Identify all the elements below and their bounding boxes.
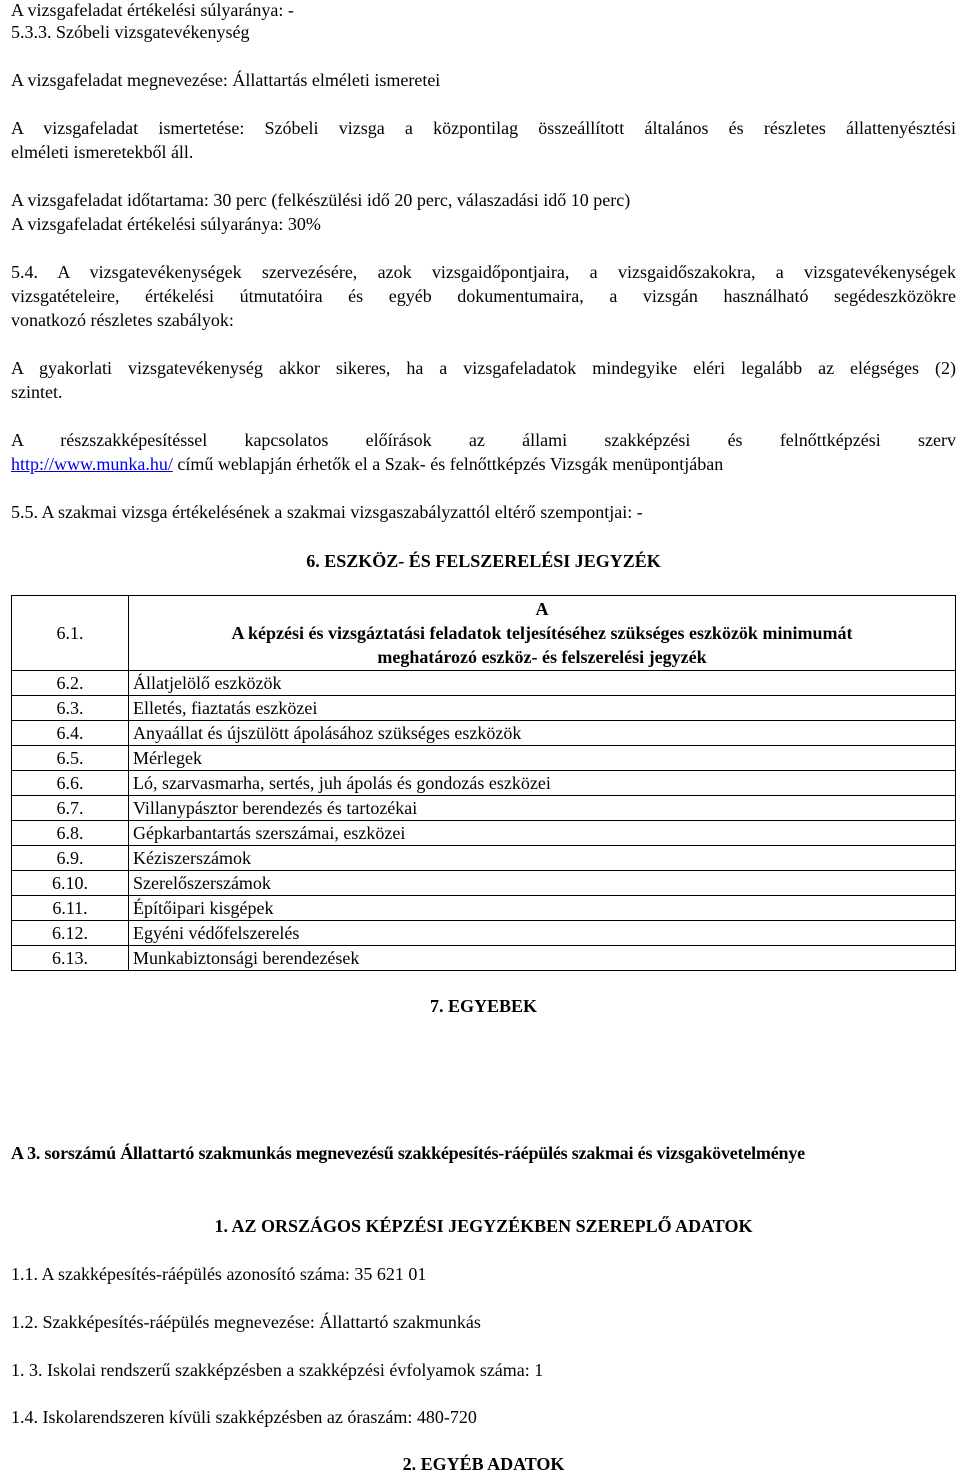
table-cell-number: 6.12. [12, 921, 129, 946]
header-title-line-1: A képzési és vizsgáztatási feladatok teljesítéséhez szükséges eszközök minimumát [231, 623, 853, 643]
table-cell-number: 6.9. [12, 846, 129, 871]
table-cell-number: 6.11. [12, 896, 129, 921]
section-heading-5-3-3: 5.3.3. Szóbeli vizsgatevékenység [11, 22, 250, 42]
table-cell-number: 6.10. [12, 871, 129, 896]
table-row [12, 871, 956, 896]
table-cell-text: Villanypásztor berendezés és tartozékai [129, 796, 956, 821]
text-line: A vizsgafeladat megnevezése: Állattartás elméleti ismeretei [11, 70, 441, 90]
table-row [12, 746, 956, 771]
table-cell-number: 6.8. [12, 821, 129, 846]
table-row [12, 921, 956, 946]
link-trailing-text: című weblapján érhetők el a Szak- és felnőttképzés Vizsgák menüpontjában [172, 454, 724, 474]
table-cell-number: 6.1. [12, 596, 129, 671]
text-line: A vizsgafeladat időtartama: 30 perc (felkészülési idő 20 perc, válaszadási idő 10 perc) [11, 190, 631, 210]
table-cell-number: 6.2. [12, 671, 129, 696]
table-row [12, 946, 956, 971]
column-letter: A [535, 599, 549, 619]
table-cell-text: Állatjelölő eszközök [129, 671, 956, 696]
text-line: vizsgatételeire, értékelési útmutatóira és egyéb dokumentumaira, a vizsgán használható segédeszközökre [11, 286, 956, 306]
table-cell-text: Anyaállat és újszülött ápolásához szükséges eszközök [129, 721, 956, 746]
table-row [12, 846, 956, 871]
text-line: vonatkozó részletes szabályok: [11, 310, 234, 330]
text-line: A gyakorlati vizsgatevékenység akkor sikeres, ha a vizsgafeladatok mindegyike eléri legalább az elégséges (2) [11, 358, 956, 378]
table-row [12, 671, 956, 696]
section-heading-7: 7. EGYEBEK [429, 996, 538, 1016]
table-cell-number: 6.13. [12, 946, 129, 971]
table-row [12, 771, 956, 796]
text-line: 5.4. A vizsgatevékenységek szervezésére, azok vizsgaidőpontjaira, a vizsgaidőszakokra, a vizsgatevékenységek [11, 262, 956, 282]
text-line: 5.5. A szakmai vizsga értékelésének a szakmai vizsgaszabályzattól eltérő szempontjai: - [11, 502, 643, 522]
text-line: 1. 3. Iskolai rendszerű szakképzésben a szakképzési évfolyamok száma: 1 [11, 1360, 544, 1380]
text-line [11, 452, 956, 476]
text-line: elméleti ismeretekből áll. [11, 142, 194, 162]
equipment-table [11, 595, 956, 971]
table-header-title [129, 596, 956, 671]
text-line: A vizsgafeladat ismertetése: Szóbeli vizsga a központilag összeállított általános és részletes állattenyésztési [11, 118, 956, 138]
table-cell-text: Egyéni védőfelszerelés [129, 921, 956, 946]
text-line: 1.1. A szakképesítés-ráépülés azonosító száma: 35 621 01 [11, 1264, 427, 1284]
table-row [12, 821, 956, 846]
table-cell-text: Elletés, fiaztatás eszközei [129, 696, 956, 721]
table-row [12, 721, 956, 746]
table-cell-text: Szerelőszerszámok [129, 871, 956, 896]
text-line: A vizsgafeladat értékelési súlyaránya: - [11, 0, 294, 20]
section-heading-2: 2. EGYÉB ADATOK [402, 1454, 565, 1474]
table-header-row [12, 596, 956, 671]
header-title-line-2: meghatározó eszköz- és felszerelési jegyzék [377, 647, 707, 667]
table-cell-number: 6.5. [12, 746, 129, 771]
section-heading-1: 1. AZ ORSZÁGOS KÉPZÉSI JEGYZÉKBEN SZEREPLŐ ADATOK [214, 1216, 753, 1236]
table-cell-text: Építőipari kisgépek [129, 896, 956, 921]
table-row [12, 696, 956, 721]
table-cell-text: Ló, szarvasmarha, sertés, juh ápolás és gondozás eszközei [129, 771, 956, 796]
table-cell-text: Gépkarbantartás szerszámai, eszközei [129, 821, 956, 846]
table-row [12, 796, 956, 821]
text-line: 1.2. Szakképesítés-ráépülés megnevezése: Állattartó szakmunkás [11, 1312, 481, 1332]
table-row [12, 896, 956, 921]
text-line: szintet. [11, 382, 63, 402]
table-cell-text: Munkabiztonsági berendezések [129, 946, 956, 971]
table-cell-number: 6.3. [12, 696, 129, 721]
text-line: A vizsgafeladat értékelési súlyaránya: 30% [11, 214, 321, 234]
table-cell-text: Kéziszerszámok [129, 846, 956, 871]
table-cell-number: 6.6. [12, 771, 129, 796]
munka-hu-link[interactable]: http://www.munka.hu/ [11, 454, 173, 474]
table-cell-number: 6.7. [12, 796, 129, 821]
document-heading-a3: A 3. sorszámú Állattartó szakmunkás megnevezésű szakképesítés-ráépülés szakmai és vizsgakövetelménye [11, 1143, 805, 1163]
table-cell-text: Mérlegek [129, 746, 956, 771]
text-line: A részszakképesítéssel kapcsolatos előírások az állami szakképzési és felnőttképzési szerv [11, 430, 956, 450]
section-heading-6: 6. ESZKÖZ- ÉS FELSZERELÉSI JEGYZÉK [306, 551, 661, 571]
text-line: 1.4. Iskolarendszeren kívüli szakképzésben az óraszám: 480-720 [11, 1407, 477, 1427]
table-cell-number: 6.4. [12, 721, 129, 746]
